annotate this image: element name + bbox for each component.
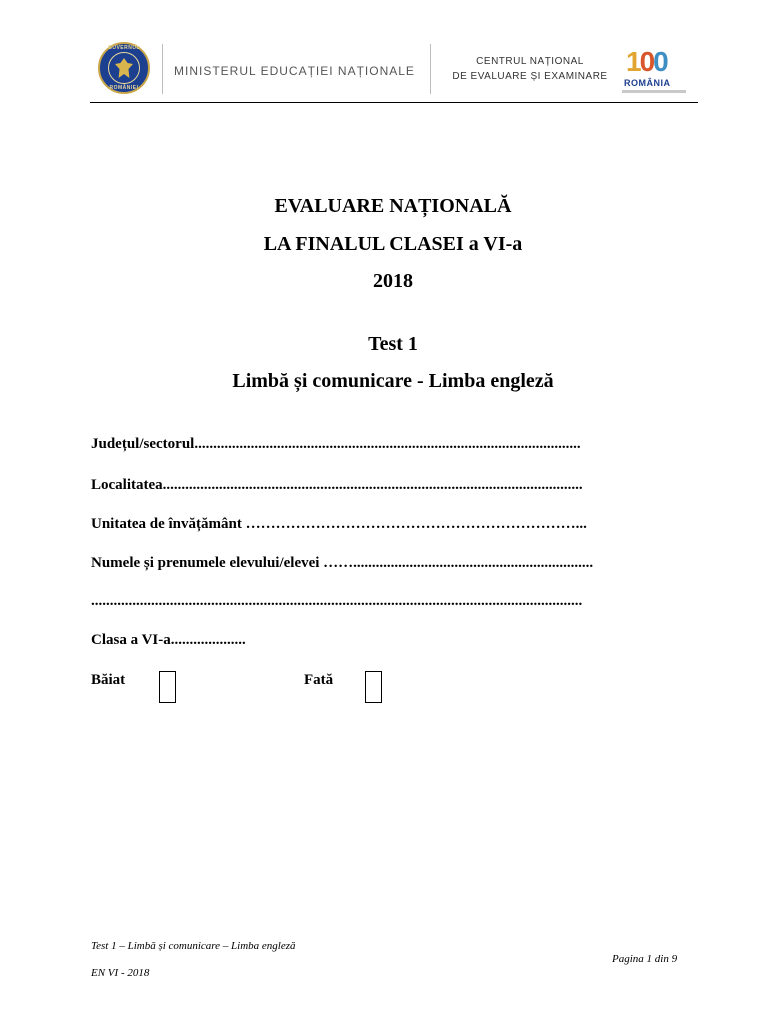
county-field[interactable]: Județul/sectorul....................................................................................................... <box>91 436 581 452</box>
header-rule <box>90 102 698 103</box>
exam-title: EVALUARE NAȚIONALĂ <box>274 195 512 217</box>
romania-100-logo <box>622 46 686 96</box>
girl-label: Fată <box>304 672 334 688</box>
boy-checkbox[interactable] <box>159 671 176 703</box>
class-field[interactable]: Clasa a VI-a.................... <box>91 632 246 648</box>
centenary-subline <box>622 90 686 93</box>
exam-year: 2018 <box>373 270 413 292</box>
seal-top-text: GUVERNUL <box>107 45 141 51</box>
locality-field[interactable]: Localitatea................................................................................................................ <box>91 477 583 493</box>
ministry-name: MINISTERUL EDUCAȚIEI NAȚIONALE <box>174 64 415 78</box>
evaluation-center-name <box>440 54 620 84</box>
school-field[interactable]: Unitatea de învățământ …………………………………………………………... <box>91 516 587 532</box>
center-line-1: CENTRUL NAȚIONAL <box>476 56 584 67</box>
header-divider <box>430 44 431 94</box>
student-name-field[interactable]: Numele și prenumele elevului/elevei ……................................................................ <box>91 555 594 571</box>
footer-exam-code: EN VI - 2018 <box>91 967 150 979</box>
document-header <box>90 38 698 102</box>
exam-subtitle: LA FINALUL CLASEI a VI-a <box>263 233 523 255</box>
student-name-continuation[interactable]: ................................................................................................................................... <box>91 593 583 609</box>
girl-checkbox[interactable] <box>365 671 382 703</box>
seal-bottom-text: ROMÂNIEI <box>109 85 139 91</box>
centenary-word: ROMÂNIA <box>624 78 671 88</box>
footer-test-info: Test 1 – Limbă și comunicare – Limba engleză <box>91 940 296 952</box>
boy-label: Băiat <box>91 672 126 688</box>
center-line-2: DE EVALUARE ȘI EXAMINARE <box>452 71 608 82</box>
page-number: Pagina 1 din 9 <box>612 953 678 965</box>
centenary-digits: 100 <box>626 46 667 77</box>
header-divider <box>162 44 163 94</box>
subject-title: Limbă și comunicare - Limba engleză <box>232 370 554 392</box>
government-seal-icon <box>98 42 150 94</box>
test-number: Test 1 <box>368 333 418 355</box>
